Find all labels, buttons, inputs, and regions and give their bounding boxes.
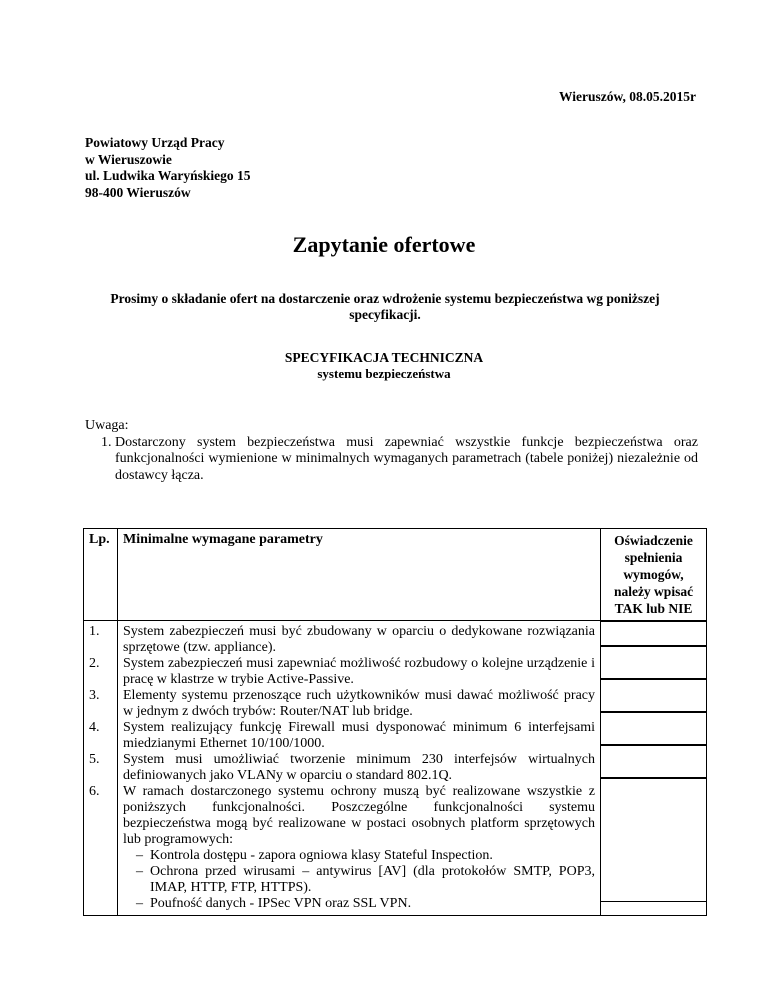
row-number: 3. bbox=[89, 688, 100, 703]
row-number: 2. bbox=[89, 656, 100, 671]
table-body-row bbox=[84, 621, 707, 916]
requirement-text: System zabezpieczeń musi być zbudowany w oparciu o dedykowane rozwiązania sprzętowe (tzw. appliance). bbox=[123, 624, 595, 655]
spec-heading: SPECYFIKACJA TECHNICZNA bbox=[284, 350, 484, 365]
note-item: 1. Dostarczony system bezpieczeństwa musi zapewniać wszystkie funkcje bezpieczeństwa oraz funkcjonalności wymienione w minimalnych wymaganych parametrach (tabele poniżej) niezależnie od dostawcy łącza. bbox=[115, 435, 698, 485]
row-number: 6. bbox=[89, 784, 100, 799]
requirement-6 bbox=[123, 784, 595, 912]
statement-cell[interactable] bbox=[600, 646, 707, 679]
document-title: Zapytanie ofertowe bbox=[292, 232, 476, 257]
table-header-row bbox=[84, 529, 707, 621]
spec-heading-block bbox=[0, 350, 768, 382]
functionality-item: – Poufność danych - IPSec VPN oraz SSL VPN. bbox=[150, 896, 595, 912]
address-line: ul. Ludwika Waryńskiego 15 bbox=[85, 168, 251, 183]
header-statement: Oświadczenie spełnienia wymogów, należy wpisać TAK lub NIE bbox=[601, 529, 707, 621]
statement-cell[interactable] bbox=[600, 778, 707, 902]
statement-column bbox=[601, 621, 707, 916]
intro-paragraph: Prosimy o składanie ofert na dostarczenie oraz wdrożenie systemu bezpieczeństwa wg poniższej specyfikacji. bbox=[110, 291, 660, 322]
row-number: 5. bbox=[89, 752, 100, 767]
lp-column bbox=[84, 621, 118, 916]
spec-subheading: systemu bezpieczeństwa bbox=[317, 366, 451, 381]
functionality-item: – Ochrona przed wirusami – antywirus [AV] (dla protokołów SMTP, POP3, IMAP, HTTP, FTP, HTTPS). bbox=[150, 864, 595, 896]
statement-cell[interactable] bbox=[600, 745, 707, 778]
requirement-text: Elementy systemu przenoszące ruch użytkowników musi dawać możliwość pracy w jednym z dwóch trybów: Router/NAT lub bridge. bbox=[123, 688, 595, 719]
functionality-item: – Kontrola dostępu - zapora ogniowa klasy Stateful Inspection. bbox=[150, 848, 595, 864]
statement-cell[interactable] bbox=[600, 679, 707, 712]
address-line: w Wieruszowie bbox=[85, 151, 172, 167]
params-column bbox=[118, 621, 601, 916]
address-line: 98-400 Wieruszów bbox=[85, 184, 191, 200]
functionality-list bbox=[123, 848, 595, 912]
requirement-text: W ramach dostarczonego systemu ochrony muszą być realizowane wszystkie z poniższych funkcjonalności. Poszczególne funkcjonalności systemu bezpieczeństwa mogą być realizowane w postaci osobnych platform sprzętowych lub programowych: bbox=[123, 784, 595, 847]
header-param: Minimalne wymagane parametry bbox=[118, 529, 601, 621]
note-label: Uwaga: bbox=[85, 418, 129, 433]
requirements-table bbox=[83, 528, 707, 916]
row-number: 1. bbox=[89, 624, 100, 639]
requirement-text: System zabezpieczeń musi zapewniać możliwość rozbudowy o kolejne urządzenie i pracę w klastrze w trybie Active-Passive. bbox=[123, 656, 595, 687]
requirement-text: System musi umożliwiać tworzenie minimum 230 interfejsów wirtualnych definiowanych jako VLANy w oparciu o standard 802.1Q. bbox=[123, 752, 595, 783]
statement-cell[interactable] bbox=[600, 712, 707, 745]
note-block bbox=[85, 418, 698, 484]
date-line: Wieruszów, 08.05.2015r bbox=[559, 89, 696, 104]
statement-cell[interactable] bbox=[600, 621, 707, 646]
requirement-text: System realizujący funkcję Firewall musi dysponować minimum 6 interfejsami miedzianymi Ethernet 10/100/1000. bbox=[123, 720, 595, 751]
row-number: 4. bbox=[89, 720, 100, 735]
header-lp: Lp. bbox=[84, 529, 118, 621]
address-line: Powiatowy Urząd Pracy bbox=[85, 135, 225, 150]
note-list bbox=[85, 435, 698, 485]
recipient-address bbox=[85, 135, 251, 201]
